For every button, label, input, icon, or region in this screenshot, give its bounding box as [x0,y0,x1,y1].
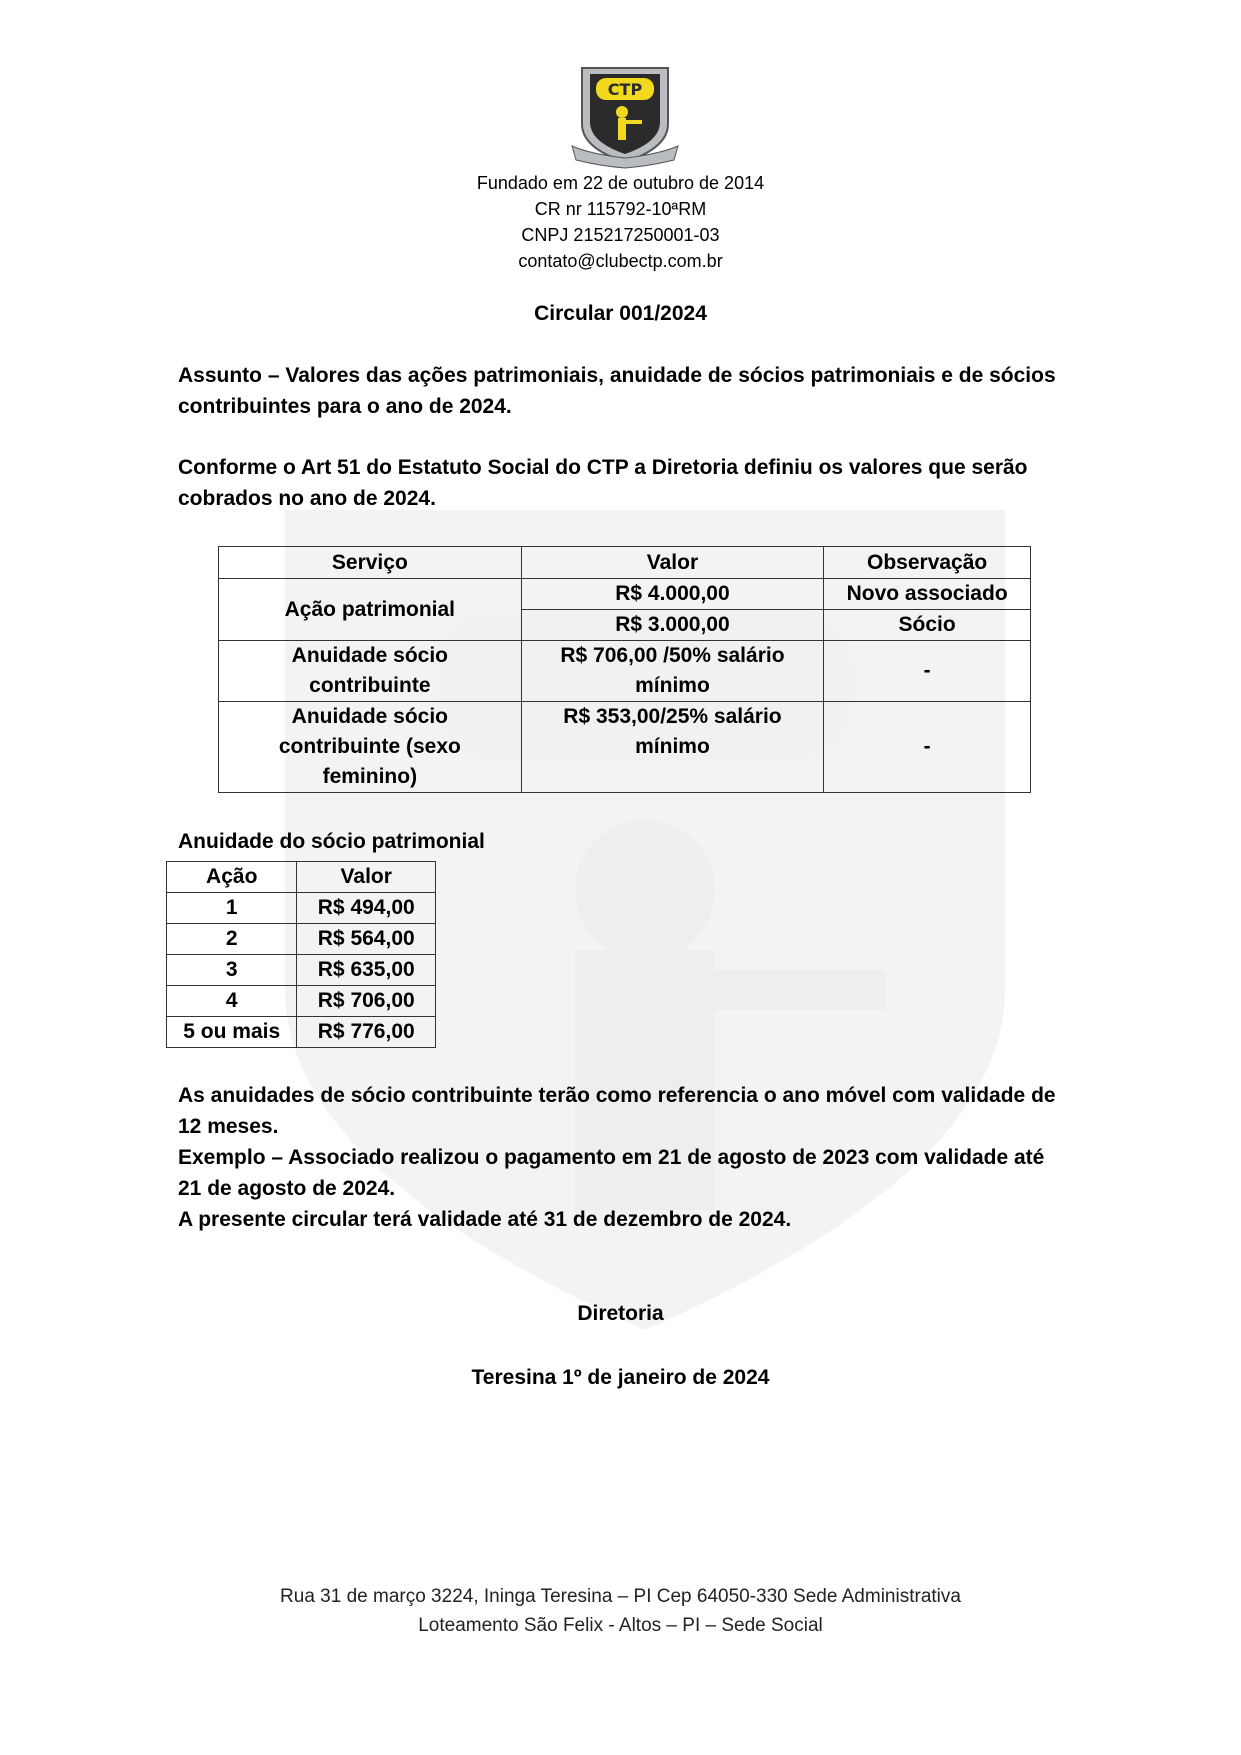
cell-valor: R$ 564,00 [297,924,436,955]
signature-dept: Diretoria [577,1302,664,1325]
logo-text: CTP [607,80,643,99]
table-row [167,893,436,924]
cell-obs: - [824,702,1031,793]
col-header-observacao: Observação [824,547,1031,579]
footer-address-admin: Rua 31 de março 3224, Ininga Teresina – PI Cep 64050-330 Sede Administrativa [280,1586,961,1607]
anuidade-title: Anuidade do sócio patrimonial [178,830,485,853]
cell-acao: 4 [167,986,297,1017]
org-header [0,170,1241,274]
note-validity: As anuidades de sócio contribuinte terão como referencia o ano móvel com validade de 12 meses. [178,1084,1056,1138]
table-header-row [219,547,1031,579]
cell-valor: R$ 4.000,00 [521,579,824,610]
col-header-acao: Ação [167,862,297,893]
anuidade-table [166,861,436,1048]
table-row [219,641,1031,702]
conforme-paragraph: Conforme o Art 51 do Estatuto Social do CTP a Diretoria definiu os valores que serão cobrados no ano de 2024. [178,456,1028,510]
page-footer [0,1582,1241,1640]
notes-block [178,1080,1068,1235]
table-row [167,955,436,986]
table-row [167,986,436,1017]
cell-valor: R$ 706,00 [297,986,436,1017]
services-table [218,546,1031,793]
cell-obs: Sócio [824,610,1031,641]
subject-paragraph: Assunto – Valores das ações patrimoniais, anuidade de sócios patrimoniais e de sócios contribuintes para o ano de 2024. [178,364,1056,418]
founded-date: Fundado em 22 de outubro de 2014 [476,173,765,193]
cell-valor: R$ 776,00 [297,1017,436,1048]
cell-servico: Anuidade sócio contribuinte (sexo feminino) [219,702,522,793]
col-header-valor: Valor [521,547,824,579]
cell-acao: 5 ou mais [167,1017,297,1048]
cell-acao: 3 [167,955,297,986]
cell-servico: Anuidade sócio contribuinte [219,641,522,702]
contact-email: contato@clubectp.com.br [518,251,723,271]
table-header-row [167,862,436,893]
signature-date: Teresina 1º de janeiro de 2024 [471,1366,770,1389]
cell-acao: 2 [167,924,297,955]
cr-number: CR nr 115792-10ªRM [534,199,707,219]
footer-address-social: Loteamento São Felix - Altos – PI – Sede Social [418,1615,823,1636]
cell-obs: Novo associado [824,579,1031,610]
table-row [219,579,1031,610]
col-header-servico: Serviço [219,547,522,579]
club-logo [570,62,680,170]
table-row [219,702,1031,793]
table-row [167,924,436,955]
cell-valor: R$ 706,00 /50% salário mínimo [521,641,824,702]
cell-obs: - [824,641,1031,702]
table-row [167,1017,436,1048]
note-example: Exemplo – Associado realizou o pagamento em 21 de agosto de 2023 com validade até 21 de agosto de 2024. [178,1146,1045,1200]
cnpj-number: CNPJ 215217250001-03 [521,225,720,245]
cell-valor: R$ 494,00 [297,893,436,924]
cell-valor: R$ 353,00/25% salário mínimo [521,702,824,793]
circular-title: Circular 001/2024 [534,302,707,325]
note-expiry: A presente circular terá validade até 31 de dezembro de 2024. [178,1208,792,1231]
col-header-valor: Valor [297,862,436,893]
cell-acao: 1 [167,893,297,924]
cell-valor: R$ 3.000,00 [521,610,824,641]
cell-valor: R$ 635,00 [297,955,436,986]
cell-servico: Ação patrimonial [219,579,522,641]
